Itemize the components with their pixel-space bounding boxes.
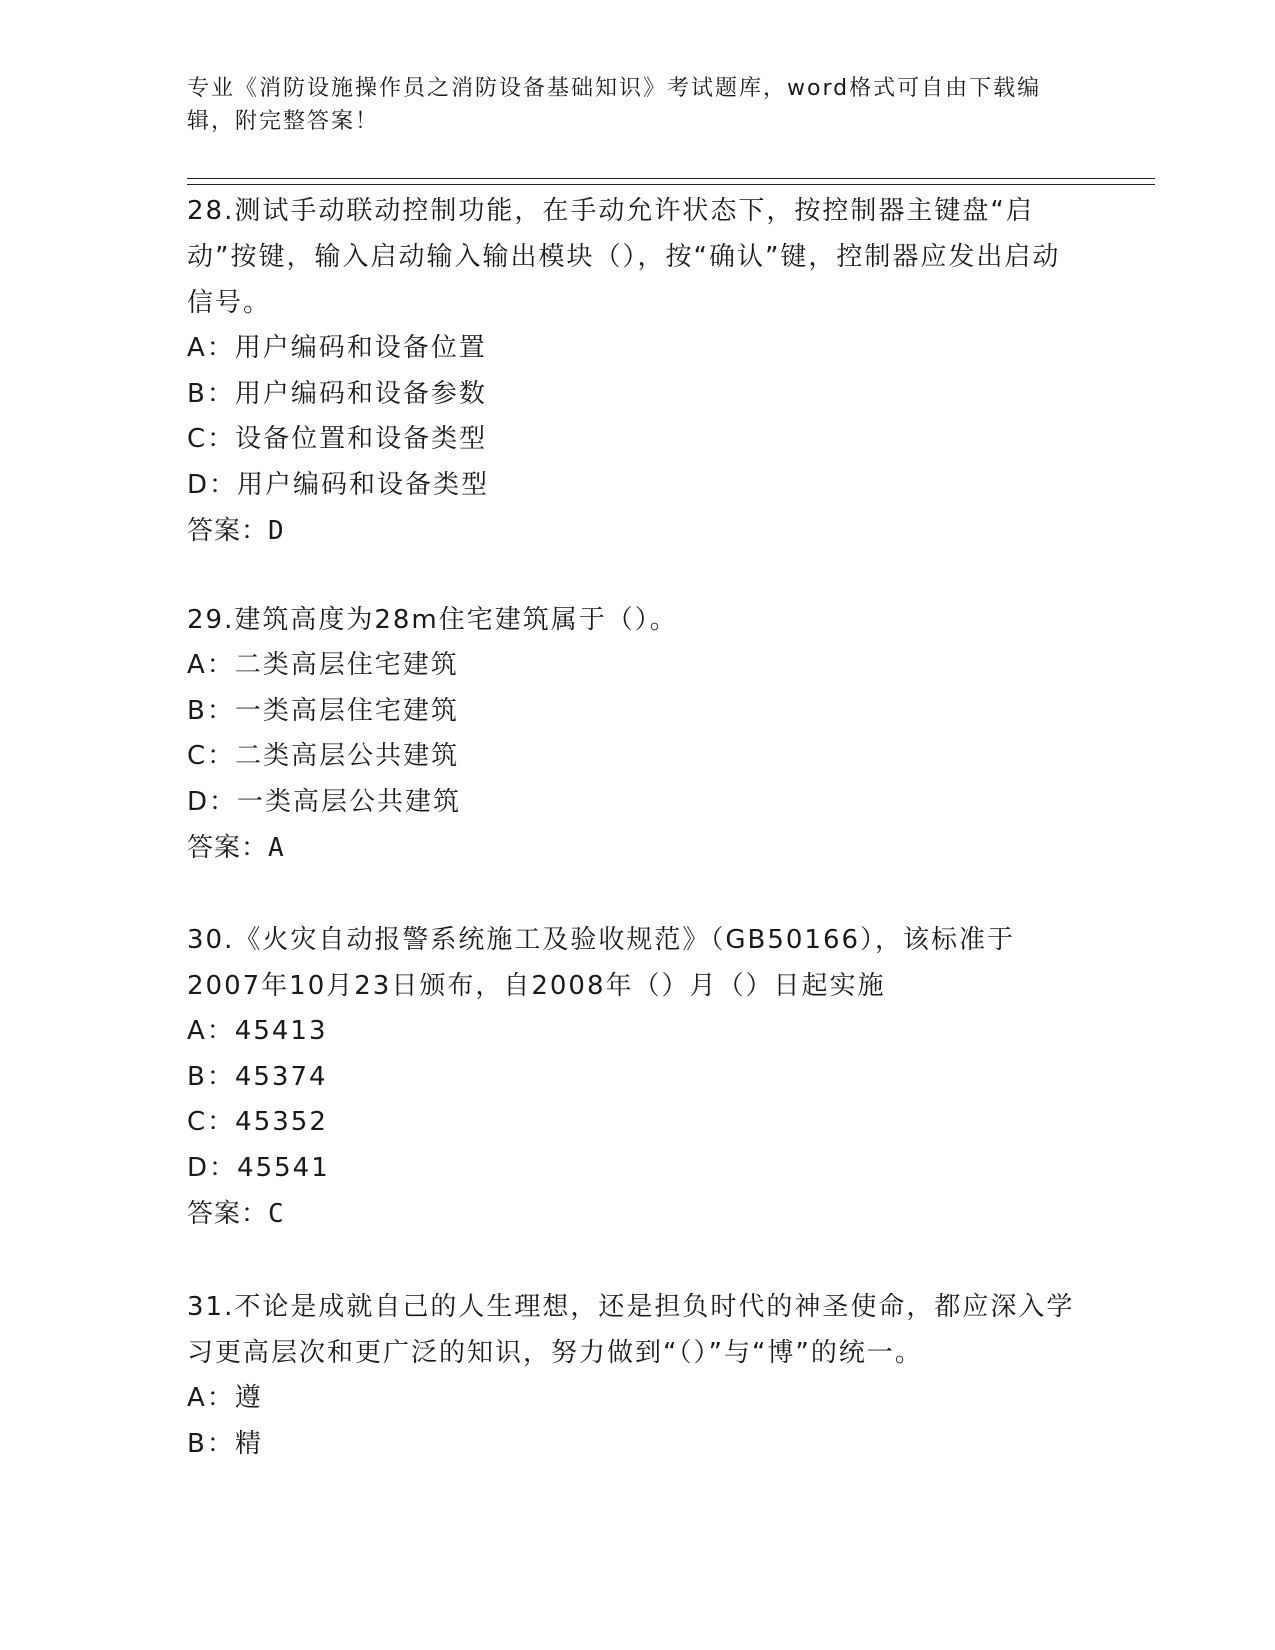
option-b bbox=[187, 1055, 1087, 1101]
answer-value: A bbox=[268, 833, 286, 863]
option-text: 45541 bbox=[237, 1152, 330, 1183]
option-d bbox=[187, 780, 1087, 826]
document-header bbox=[187, 72, 1067, 138]
answer-label: 答案： bbox=[187, 1199, 269, 1229]
question-29 bbox=[187, 597, 1087, 871]
question-stem: 29.建筑高度为28m住宅建筑属于（）。 bbox=[187, 605, 678, 635]
option-a bbox=[187, 1009, 1087, 1055]
answer-label: 答案： bbox=[187, 833, 269, 863]
option-text: 一类高层公共建筑 bbox=[237, 786, 462, 817]
option-text: 用户编码和设备位置 bbox=[234, 333, 487, 363]
question-stem: 30.《火灾自动报警系统施工及验收规范》（GB50166），该标准于2007年10月23日颁布，自2008年（）月（）日起实施 bbox=[187, 925, 1016, 1001]
answer-line bbox=[187, 825, 1087, 871]
option-c bbox=[187, 417, 1087, 463]
option-a bbox=[187, 643, 1087, 689]
option-d bbox=[187, 1146, 1087, 1192]
answer-value: D bbox=[268, 516, 286, 546]
header-divider-bottom bbox=[187, 184, 1155, 185]
option-label: B： bbox=[187, 695, 235, 726]
option-text: 设备位置和设备类型 bbox=[235, 424, 488, 454]
option-label: C： bbox=[187, 424, 236, 454]
answer-line bbox=[187, 1191, 1087, 1237]
option-label: D： bbox=[187, 1152, 238, 1183]
option-text: 用户编码和设备类型 bbox=[237, 469, 490, 500]
option-label: A： bbox=[187, 333, 235, 363]
option-text: 二类高层公共建筑 bbox=[235, 741, 460, 771]
option-text: 45374 bbox=[234, 1061, 328, 1092]
option-text: 45352 bbox=[235, 1107, 328, 1137]
answer-value: C bbox=[268, 1199, 286, 1229]
option-d bbox=[187, 463, 1087, 509]
option-label: C： bbox=[187, 741, 236, 771]
question-30 bbox=[187, 917, 1087, 1237]
header-divider-top bbox=[187, 178, 1155, 179]
option-label: A： bbox=[187, 1383, 235, 1413]
answer-label: 答案： bbox=[187, 516, 269, 546]
option-text: 一类高层住宅建筑 bbox=[234, 695, 459, 726]
option-b bbox=[187, 1422, 1087, 1468]
option-c bbox=[187, 734, 1087, 780]
header-intro-text: 专业《消防设施操作员之消防设备基础知识》考试题库，word格式可自由下载编辑，附完整答案！ bbox=[187, 76, 1042, 134]
option-label: D： bbox=[187, 786, 238, 817]
question-31 bbox=[187, 1284, 1087, 1467]
option-text: 精 bbox=[234, 1428, 263, 1459]
option-label: C： bbox=[187, 1107, 236, 1137]
option-a bbox=[187, 326, 1087, 372]
option-text: 遵 bbox=[234, 1383, 263, 1413]
question-28 bbox=[187, 188, 1087, 554]
option-b bbox=[187, 689, 1087, 735]
option-text: 二类高层住宅建筑 bbox=[234, 650, 459, 680]
option-label: B： bbox=[187, 1428, 235, 1459]
option-b bbox=[187, 372, 1087, 418]
option-label: A： bbox=[187, 1016, 235, 1046]
option-label: D： bbox=[187, 469, 238, 500]
question-stem: 31.不论是成就自己的人生理想，还是担负时代的神圣使命，都应深入学习更高层次和更广泛的知识，努力做到“（）”与“博”的统一。 bbox=[187, 1292, 1075, 1368]
option-label: B： bbox=[187, 378, 235, 409]
option-a bbox=[187, 1376, 1087, 1422]
option-text: 用户编码和设备参数 bbox=[234, 378, 487, 409]
option-label: B： bbox=[187, 1061, 235, 1092]
question-stem: 28.测试手动联动控制功能，在手动允许状态下，按控制器主键盘“启动”按键，输入启动输入输出模块（），按“确认”键，控制器应发出启动信号。 bbox=[187, 196, 1061, 318]
option-text: 45413 bbox=[234, 1016, 328, 1046]
option-label: A： bbox=[187, 650, 235, 680]
option-c bbox=[187, 1100, 1087, 1146]
answer-line bbox=[187, 508, 1087, 554]
